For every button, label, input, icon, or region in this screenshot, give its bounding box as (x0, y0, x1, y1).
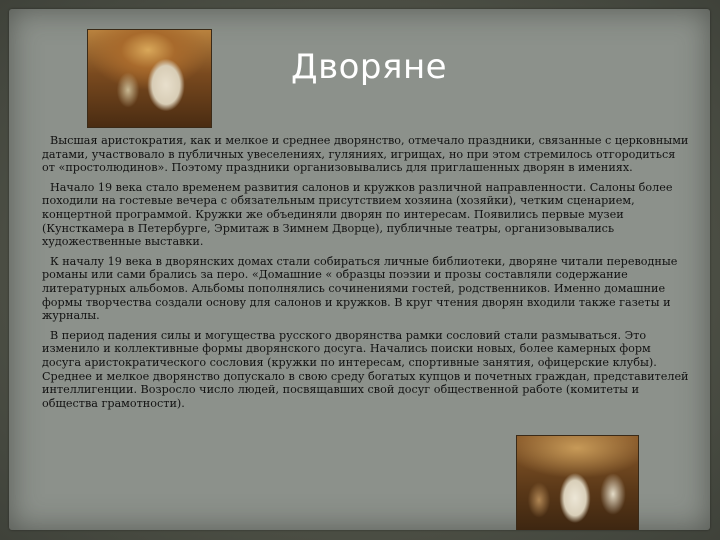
content-panel (9, 9, 710, 530)
paragraph-2: Начало 19 века стало временем развития салонов и кружков различной направленности. Салоны более походили на гостевые вечера с обязательным присутствием хозяина (хозяйки), четким сценарием, концертной программой. Кружки же объединяли дворян по интересам. Появились первые музеи (Кунсткамера в Петербурге, Эрмитаж в Зимнем Дворце), публичные театры, организовывались художественные выставки. (42, 180, 673, 249)
slide-title: Дворяне (291, 47, 448, 87)
paragraph-1: Высшая аристократия, как и мелкое и среднее дворянство, отмечало праздники, связанные с церковными датами, участвовало в публичных увеселениях, гуляниях, игрищах, но при этом стремилось отгородиться от «простолюдинов». Поэтому праздники организовывались для приглашенных дворян в имениях. (42, 134, 689, 175)
ballroom-painting-bottom (516, 435, 639, 530)
ballroom-painting-top (87, 29, 212, 128)
body-text (42, 134, 690, 416)
paragraph-3: К началу 19 века в дворянских домах стали собираться личные библиотеки, дворяне читали переводные романы или сами брались за перо. «Домашние « образцы поэзии и прозы составляли содержание литературных альбомов. Альбомы пополнялись сочинениями гостей, родственников. Именно домашние формы творчества создали основу для салонов и кружков. В круг чтения дворян входили также газеты и журналы. (42, 254, 678, 323)
paragraph-4: В период падения силы и могущества русского дворянства рамки сословий стали размываться. Это изменило и коллективные формы дворянского досуга. Начались поиски новых, более камерных форм досуга аристократического сословия (кружки по интересам, спортивные занятия, офицерские клубы). Среднее и мелкое дворянство допускало в свою среду богатых купцов и почетных граждан, представителей интеллигенции. Возросло число людей, посвящавших свой досуг общественной работе (комитеты и общества грамотности). (42, 328, 689, 410)
